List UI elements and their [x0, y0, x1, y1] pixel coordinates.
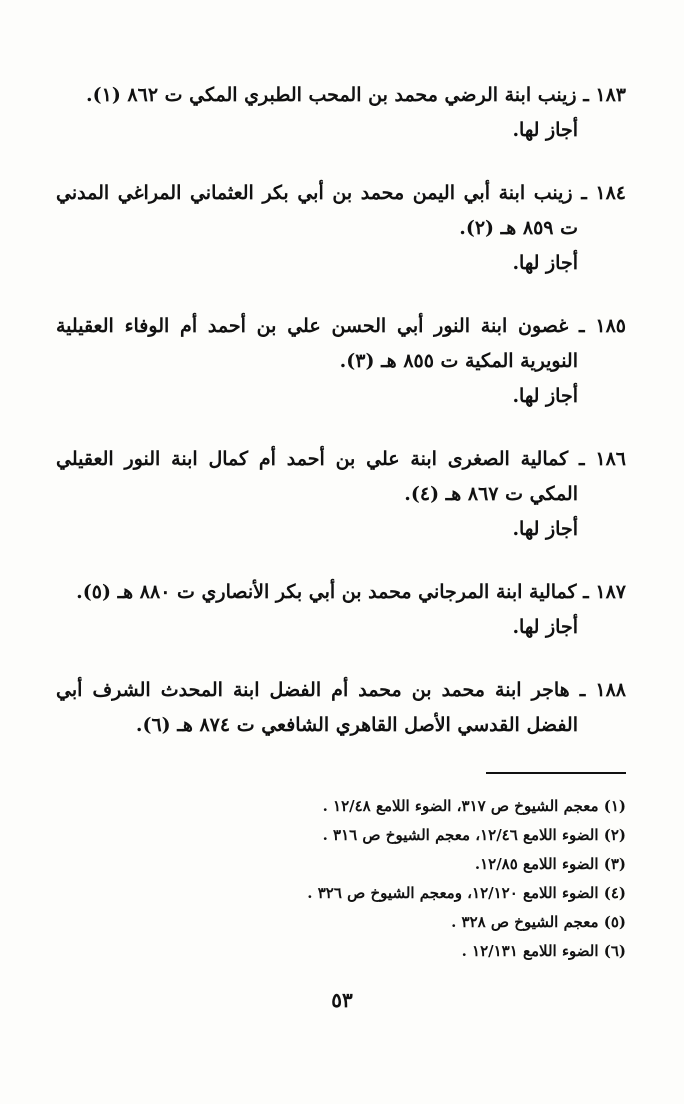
- footnote-2: (٢) الضوء اللامع ١٢/٤٦، معجم الشيوخ ص ٣١٦ .: [322, 826, 626, 844]
- entry-185: [56, 309, 626, 414]
- entry-line: الفضل القدسي الأصل القاهري الشافعي ت ٨٧٤ هـ (٦).: [135, 714, 578, 736]
- entry-line: أجاز لها.: [512, 385, 578, 407]
- entry-line: ١٨٧ ـ كمالية ابنة المرجاني محمد بن أبي بكر الأنصاري ت ٨٨٠ هـ (٥).: [76, 581, 626, 603]
- entry-line: النويرية المكية ت ٨٥٥ هـ (٣).: [339, 350, 578, 372]
- footnote-4: (٤) الضوء اللامع ١٢/١٢٠، ومعجم الشيوخ ص ٣٢٦ .: [307, 884, 626, 902]
- entry-line: ١٨٦ ـ كمالية الصغرى ابنة علي بن أحمد أم كمال ابنة النور العقيلي: [56, 448, 626, 470]
- entry-line: ١٨٨ ـ هاجر ابنة محمد بن محمد أم الفضل ابنة المحدث الشرف أبي: [56, 679, 626, 701]
- footnote-divider: [486, 772, 626, 774]
- footnote-1: (١) معجم الشيوخ ص ٣١٧، الضوء اللامع ١٢/٤٨ .: [322, 797, 626, 815]
- footnote-3: (٣) الضوء اللامع ١٢/٨٥.: [474, 855, 626, 873]
- entry-line: ت ٨٥٩ هـ (٢).: [459, 217, 578, 239]
- entry-line: ١٨٥ ـ غصون ابنة النور أبي الحسن علي بن أحمد أم الوفاء العقيلية: [56, 315, 626, 337]
- entry-line: المكي ت ٨٦٧ هـ (٤).: [404, 483, 578, 505]
- entries-list: [56, 78, 626, 771]
- footnote-6: (٦) الضوء اللامع ١٢/١٣١ .: [461, 942, 626, 960]
- entry-line: ١٨٤ ـ زينب ابنة أبي اليمن محمد بن أبي بكر العثماني المراغي المدني: [56, 182, 626, 204]
- entry-187: [56, 575, 626, 645]
- entry-line: أجاز لها.: [512, 518, 578, 540]
- entry-line: ١٨٣ ـ زينب ابنة الرضي محمد بن المحب الطبري المكي ت ٨٦٢ (١).: [85, 84, 626, 106]
- footnotes-list: [56, 792, 626, 966]
- entry-184: [56, 176, 626, 281]
- entry-186: [56, 442, 626, 547]
- entry-line: أجاز لها.: [512, 252, 578, 274]
- page-number: ٥٣: [331, 988, 353, 1012]
- entry-188: [56, 673, 626, 743]
- entry-line: أجاز لها.: [512, 119, 578, 141]
- entry-line: أجاز لها.: [512, 616, 578, 638]
- entry-183: [56, 78, 626, 148]
- footnote-5: (٥) معجم الشيوخ ص ٣٢٨ .: [451, 913, 626, 931]
